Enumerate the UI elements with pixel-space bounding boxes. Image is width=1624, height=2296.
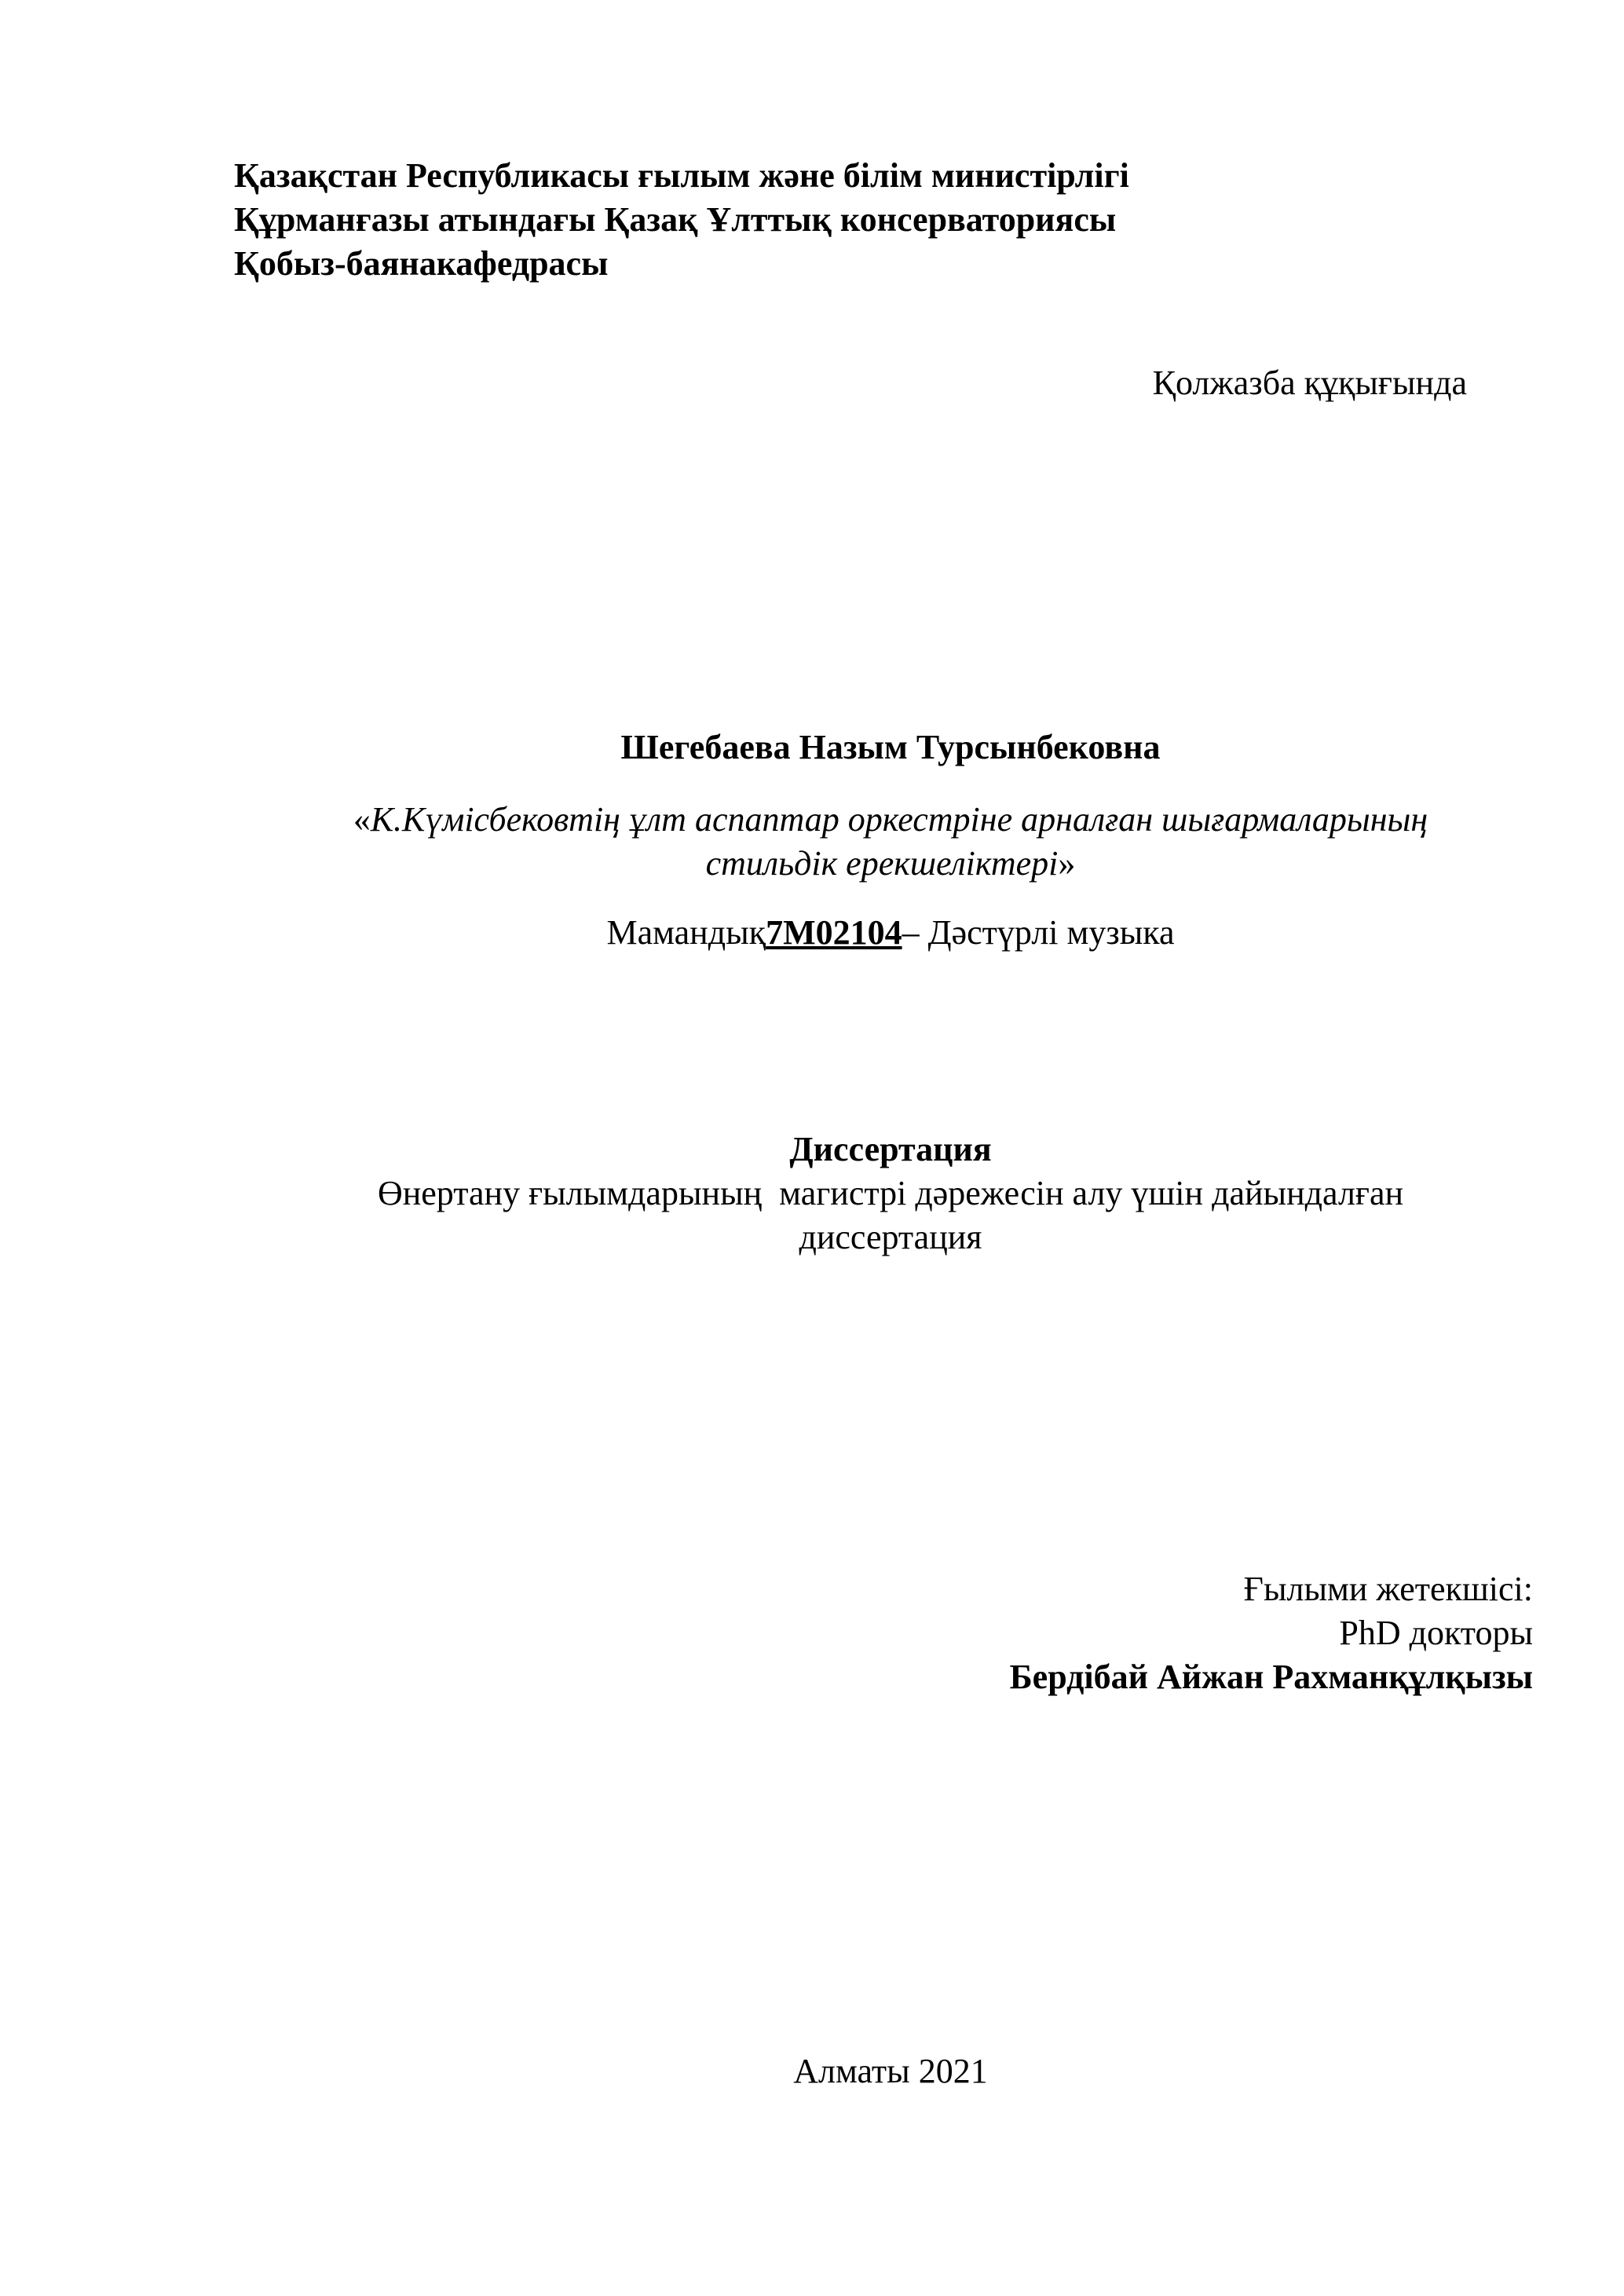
thesis-title [234,798,1547,886]
department-line: Қобыз-баянакафедрасы [234,244,609,283]
thesis-title-open-quote: « [353,800,371,839]
author-name: Шегебаева Назым Турсынбековна [620,728,1161,766]
supervisor-block [1010,1567,1533,1699]
ministry-line: Қазақстан Республикасы ғылым және білім министірлігі [234,156,1129,195]
thesis-title-close-quote: » [1058,844,1076,883]
dissertation-description [234,1172,1547,1260]
specialty-name: – Дәстүрлі музыка [902,913,1175,952]
dissertation-desc-line2: диссертация [799,1218,982,1256]
institution-header [234,154,1129,286]
supervisor-label: Ғылыми жетекшісі: [1243,1570,1533,1608]
thesis-title-line2: стильдік ерекшеліктері [705,844,1059,883]
supervisor-degree: PhD докторы [1339,1614,1533,1652]
manuscript-rights-note: Қолжазба құқығында [1152,364,1467,402]
specialty-line [234,911,1547,955]
thesis-title-line1: К.Күмісбековтің ұлт аспаптар оркестріне арналған шығармаларының [370,800,1428,839]
specialty-label: Мамандық [606,913,766,952]
dissertation-desc-line1: Өнертану ғылымдарының магистрі дәрежесін алу үшін дайындалған [377,1174,1404,1212]
city-year: Алматы 2021 [793,2052,988,2090]
specialty-code: 7M02104 [766,913,902,952]
dissertation-heading: Диссертация [789,1130,992,1168]
supervisor-name: Бердібай Айжан Рахманқұлқызы [1009,1658,1533,1696]
conservatory-line: Құрманғазы атындағы Қазақ Ұлттық консерваториясы [234,200,1117,239]
